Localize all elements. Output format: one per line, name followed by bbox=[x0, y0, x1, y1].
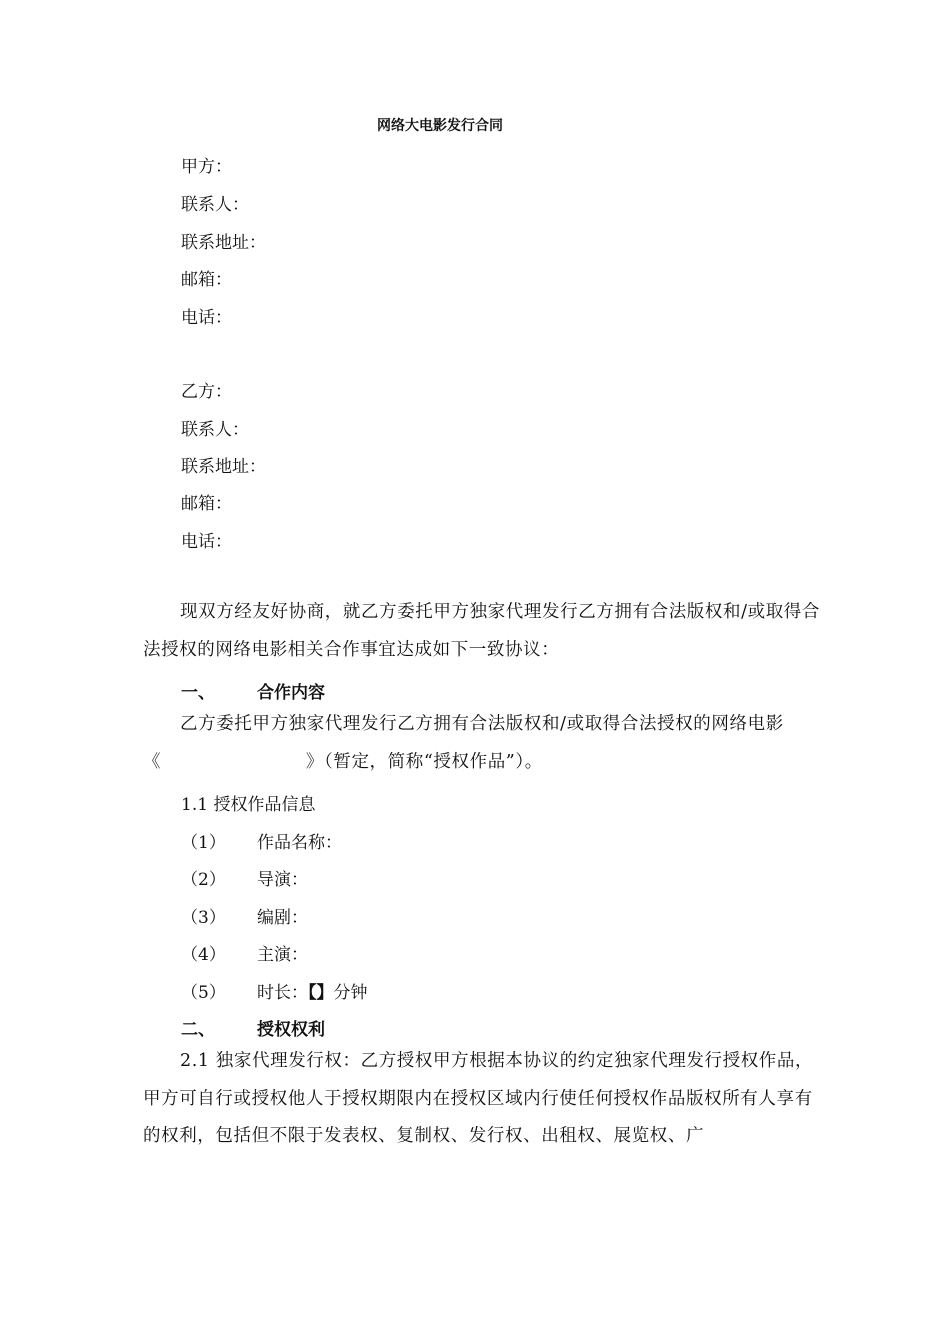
work-info-item bbox=[181, 903, 308, 928]
item-number: （5） bbox=[181, 983, 226, 1003]
intro-paragraph: 现双方经友好协商，就乙方委托甲方独家代理发行乙方拥有合法版权和/或取得合法授权的网络电影相关合作事宜达成如下一致协议： bbox=[143, 602, 820, 660]
item-number: （2） bbox=[181, 870, 226, 890]
section-2-heading bbox=[181, 1015, 325, 1040]
section-1-1-title: 1.1 授权作品信息 bbox=[181, 795, 316, 815]
item-text: 作品名称： bbox=[257, 833, 342, 853]
party-a-email: 邮箱： bbox=[181, 270, 232, 290]
item-number: （3） bbox=[181, 908, 226, 928]
document-title: 网络大电影发行合同 bbox=[377, 118, 503, 134]
work-info-item bbox=[181, 865, 308, 890]
work-info-item bbox=[181, 978, 368, 1003]
item-number: （4） bbox=[181, 945, 226, 965]
party-b-label: 乙方： bbox=[181, 382, 232, 402]
party-a-address: 联系地址： bbox=[181, 233, 266, 253]
party-b-phone: 电话： bbox=[181, 532, 232, 552]
section-2-number: 二、 bbox=[181, 1020, 215, 1040]
party-b-contact: 联系人： bbox=[181, 420, 249, 440]
item-text: 导演： bbox=[257, 870, 308, 890]
section-2-title: 授权权利 bbox=[257, 1020, 325, 1040]
section-2-body: 2.1 独家代理发行权：乙方授权甲方根据本协议的约定独家代理发行授权作品，甲方可自行或授权他人于授权期限内在授权区域内行使任何授权作品版权所有人享有的权利，包括但不限于发表权、复制权、发行权、出租权、展览权、广 bbox=[143, 1051, 814, 1146]
party-a-phone: 电话： bbox=[181, 308, 232, 328]
duration-bracket: 【】 bbox=[308, 983, 334, 1003]
section-1-heading bbox=[181, 678, 325, 703]
item-text: 编剧： bbox=[257, 908, 308, 928]
item-number: （1） bbox=[181, 833, 226, 853]
party-b-email: 邮箱： bbox=[181, 494, 232, 514]
section-1-number: 一、 bbox=[181, 683, 215, 703]
party-a-label: 甲方： bbox=[181, 157, 232, 177]
item-text: 主演： bbox=[257, 945, 308, 965]
section-1-body: 乙方委托甲方独家代理发行乙方拥有合法版权和/或取得合法授权的网络电影《 》（暂定，简称“授权作品”）。 bbox=[143, 714, 784, 772]
section-1-title: 合作内容 bbox=[257, 683, 325, 703]
party-b-address: 联系地址： bbox=[181, 457, 266, 477]
party-a-contact: 联系人： bbox=[181, 195, 249, 215]
work-info-item bbox=[181, 940, 308, 965]
item-text: 时长： bbox=[257, 983, 308, 1003]
item-unit: 分钟 bbox=[333, 983, 368, 1003]
work-info-item bbox=[181, 828, 342, 853]
